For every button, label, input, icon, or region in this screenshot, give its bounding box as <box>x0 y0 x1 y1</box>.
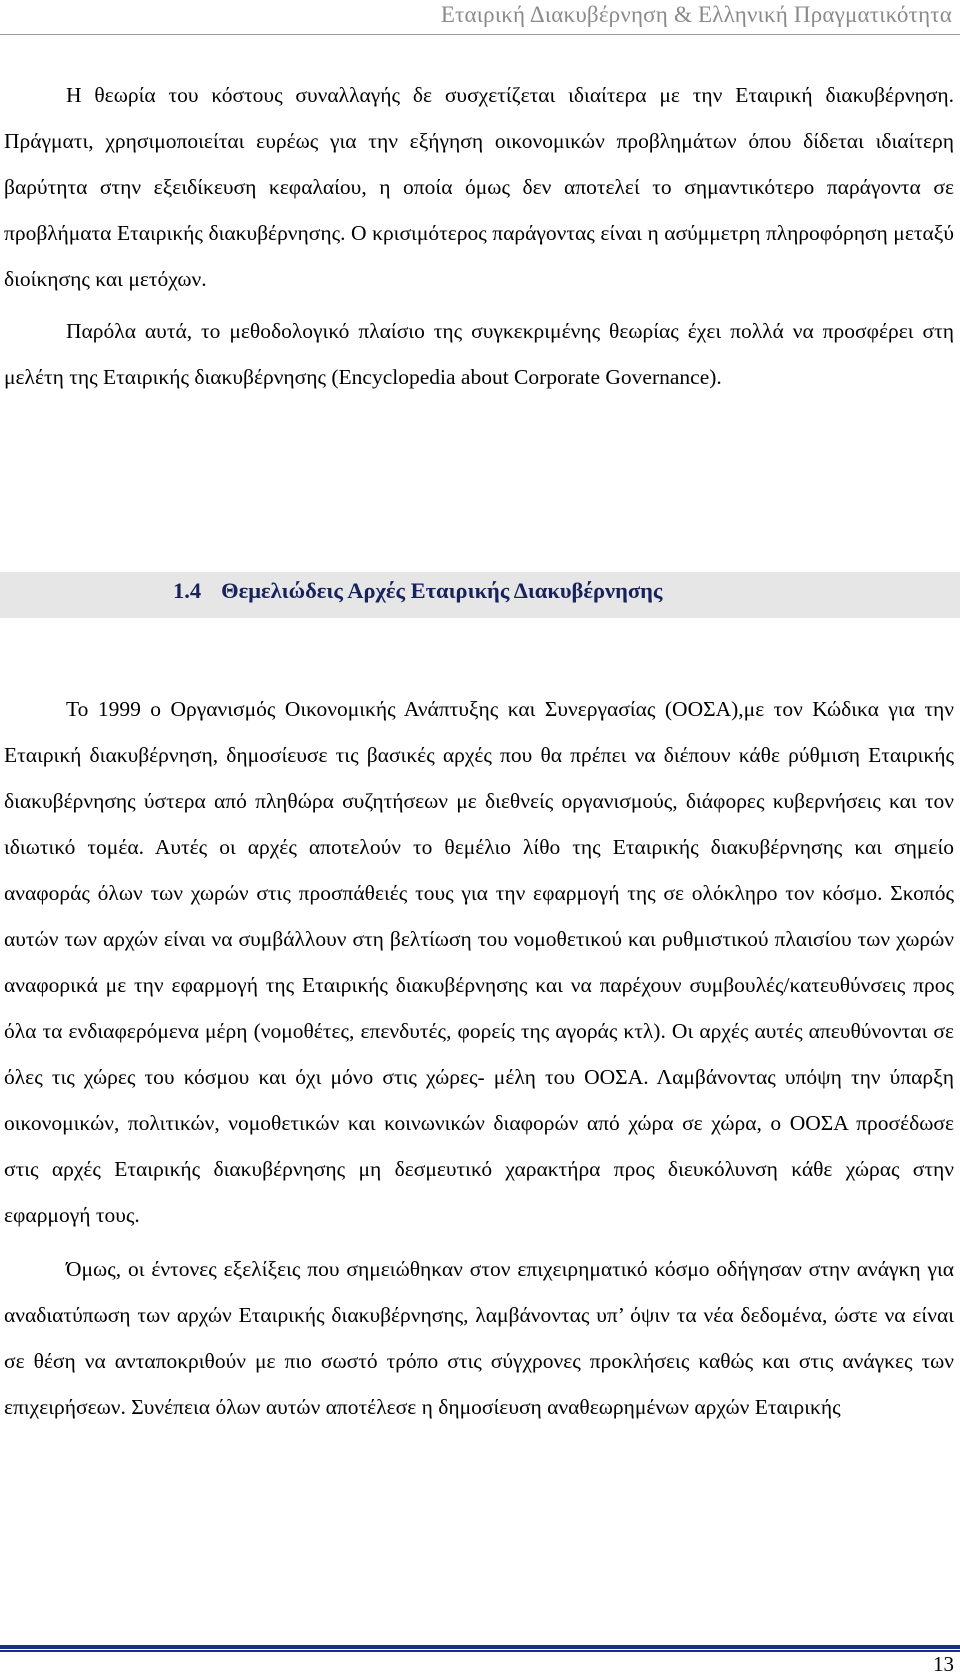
section-text <box>4 686 954 1430</box>
paragraph-methodology: Παρόλα αυτά, το μεθοδολογικό πλαίσιο της συγκεκριμένης θεωρίας έχει πολλά να προσφέρει στη μελέτη της Εταιρικής διακυβέρνησης (Encyclopedia about Corporate Governance). <box>4 319 954 389</box>
footer-rule-thin <box>0 1650 960 1652</box>
section-number: 1.4 <box>173 578 202 603</box>
paragraph-transaction-cost: Η θεωρία του κόστους συναλλαγής δε συσχετίζεται ιδιαίτερα με την Εταιρική διακυβέρνηση. Πράγματι, χρησιμοποιείται ευρέως για την εξήγηση οικονομικών προβλημάτων όπου δίδεται ιδιαίτερη βαρύτητα στην εξειδίκευση κεφαλαίου, η οποία όμως δεν αποτελεί το σημαντικότερο παράγοντα σε προβλήματα Εταιρικής διακυβέρνησης. Ο κρισιμότερος παράγοντας είναι η ασύμμετρη πληροφόρηση μεταξύ διοίκησης και μετόχων. <box>4 83 954 291</box>
header-rule <box>0 34 960 35</box>
intro-text <box>4 72 954 400</box>
footer-rule <box>0 1645 960 1649</box>
paragraph-revision: Όμως, οι έντονες εξελίξεις που σημειώθηκαν στον επιχειρηματικό κόσμο οδήγησαν στην ανάγκη για αναδιατύπωση των αρχών Εταιρικής διακυβέρνησης, λαμβάνοντας υπ’ όψιν τα νέα δεδομένα, ώστε να είναι σε θέση να ανταποκριθούν με πιο σωστό τρόπο στις σύγχρονες προκλήσεις καθώς και στις ανάγκες των επιχειρήσεων. Συνέπεια όλων αυτών αποτέλεσε η δημοσίευση αναθεωρημένων αρχών Εταιρικής <box>4 1257 954 1419</box>
running-header: Εταιρική Διακυβέρνηση & Ελληνική Πραγματικότητα <box>440 2 952 27</box>
section-title: Θεμελιώδεις Αρχές Εταιρικής Διακυβέρνησης <box>221 578 663 603</box>
section-heading <box>173 578 662 604</box>
paragraph-oecd-1999: Το 1999 ο Οργανισμός Οικονομικής Ανάπτυξης και Συνεργασίας (ΟΟΣΑ),με τον Κώδικα για την Εταιρική διακυβέρνηση, δημοσίευσε τις βασικές αρχές που θα πρέπει να διέπουν κάθε ρύθμιση Εταιρικής διακυβέρνησης ύστερα από πληθώρα συζητήσεων με διεθνείς οργανισμούς, διάφορες κυβερνήσεις και τον ιδιωτικό τομέα. Αυτές οι αρχές αποτελούν το θεμέλιο λίθο της Εταιρικής διακυβέρνησης και σημείο αναφοράς όλων των χωρών στις προσπάθειές τους για την εφαρμογή της σε ολόκληρο τον κόσμο. Σκοπός αυτών των αρχών είναι να συμβάλλουν στη βελτίωση του νομοθετικού και ρυθμιστικού πλαισίου των χωρών αναφορικά με την εφαρμογή της Εταιρικής διακυβέρνησης και να παρέχουν συμβουλές/κατευθύνσεις προς όλα τα ενδιαφερόμενα μέρη (νομοθέτες, επενδυτές, φορείς της αγοράς κτλ). Οι αρχές αυτές απευθύνονται σε όλες τις χώρες του κόσμου και όχι μόνο στις χώρες- μέλη του ΟΟΣΑ. Λαμβάνοντας υπόψη την ύπαρξη οικονομικών, πολιτικών, νομοθετικών και κοινωνικών διαφορών από χώρα σε χώρα, ο ΟΟΣΑ προσέδωσε στις αρχές Εταιρικής διακυβέρνησης μη δεσμευτικό χαρακτήρα προς διευκόλυνση κάθε χώρας στην εφαρμογή τους. <box>4 697 954 1227</box>
page-number: 13 <box>933 1652 954 1676</box>
